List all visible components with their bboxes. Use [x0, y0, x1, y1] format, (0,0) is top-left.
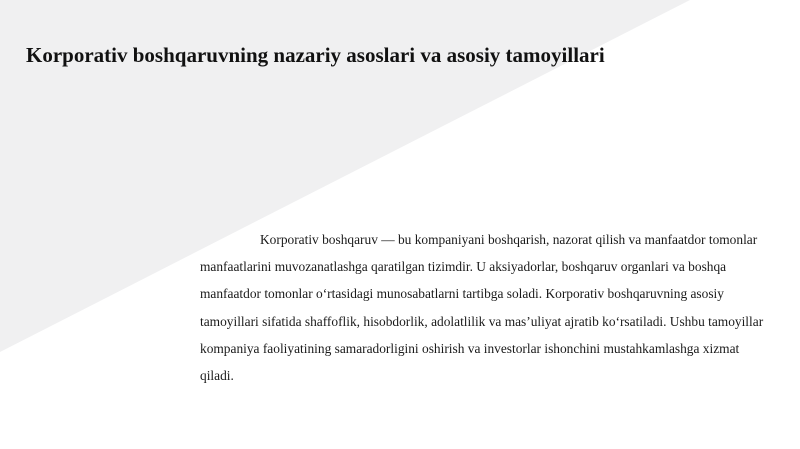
slide-title: Korporativ boshqaruvning nazariy asoslari va asosiy tamoyillari	[26, 43, 605, 67]
body-paragraph: Korporativ boshqaruv — bu kompaniyani boshqarish, nazorat qilish va manfaatdor tomonlar manfaatlarini muvozanatlashga qaratilgan tizimdir. U aksiyadorlar, boshqaruv organlari va boshqa manfaatdor tomonlar o‘rtasidagi munosabatlarni tartibga soladi. Korporativ boshqaruvning asosiy tamoyillari sifatida shaffoflik, hisobdorlik, adolatlilik va mas’uliyat ajratib ko‘rsatiladi. Ushbu tamoyillar kompaniya faoliyatining samaradorligini oshirish va investorlar ishonchini mustahkamlashga xizmat qiladi.	[200, 232, 764, 384]
